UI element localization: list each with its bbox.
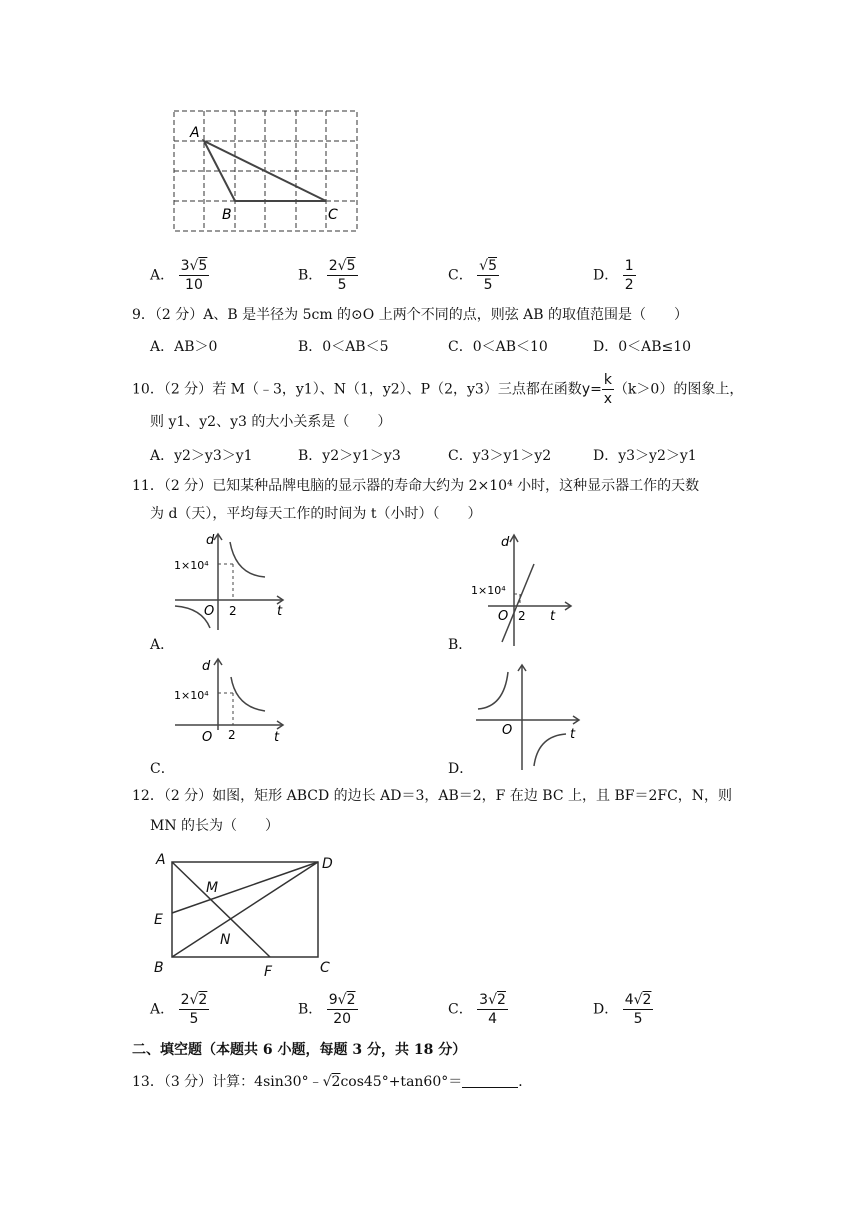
q8-label-A: A [190, 125, 200, 141]
q12-label-B: B [154, 960, 164, 976]
q10-option-a[interactable]: A．y2＞y3＞y1 [150, 448, 253, 464]
q10-option-d[interactable]: D．y3＞y2＞y1 [593, 448, 697, 464]
section-2-title: 二、填空题（本题共 6 小题，每题 3 分，共 18 分） [132, 1042, 467, 1058]
q10-option-b[interactable]: B．y2＞y1＞y3 [298, 448, 401, 464]
q11b-2: 2 [518, 609, 526, 623]
q11-option-c[interactable]: C． [150, 761, 175, 777]
q11a-d: d [206, 533, 215, 548]
q12-label-C: C [320, 960, 330, 976]
q8-label-B: B [222, 207, 232, 223]
q11-graph-b [468, 530, 583, 648]
q9-option-a[interactable]: A．AB＞0 [150, 339, 218, 355]
q11-graph-d [468, 662, 588, 772]
q11a-t: t [277, 604, 283, 619]
q11c-2: 2 [228, 728, 236, 742]
q12-label-N: N [220, 932, 231, 948]
q13-stem: 13．（3 分）计算：4sin30°﹣√2cos45°+tan60°＝ ． [132, 1074, 533, 1090]
q11c-d: d [202, 659, 211, 674]
q11a-2: 2 [229, 604, 237, 618]
q12-label-M: M [206, 880, 219, 896]
q11b-O: O [498, 609, 509, 624]
q11c-t: t [274, 730, 280, 745]
q11a-ten4: 1×10⁴ [174, 559, 209, 572]
q11b-d: d [501, 535, 510, 550]
q12-label-E: E [154, 912, 163, 928]
q9-stem: 9．（2 分）A、B 是半径为 5cm 的⊙O 上两个不同的点，则弦 AB 的取值范围是（ ） [132, 307, 689, 323]
q12-rectangle-figure [148, 850, 348, 985]
q12-label-F: F [264, 964, 273, 980]
q10-stem-line2: 则 y1、y2、y3 的大小关系是（ ） [150, 414, 392, 430]
q9-option-b[interactable]: B．0＜AB＜5 [298, 339, 389, 355]
q12-option-d[interactable]: D． $\frac{4√2}{5}$ [593, 992, 652, 1027]
q12-stem-line2: MN 的长为（ ） [150, 818, 280, 834]
q11-option-d[interactable]: D． [448, 761, 474, 777]
q8-option-a[interactable]: A． $\frac{3√5}{10}$ [150, 258, 208, 293]
q11d-O: O [502, 723, 513, 738]
q12-stem: 12．（2 分）如图，矩形 ABCD 的边长 AD＝3，AB＝2，F 在边 BC 上，且 BF＝2FC，N，则 [132, 788, 733, 804]
q8-grid-figure [160, 105, 370, 235]
q12-label-A: A [156, 852, 166, 868]
q10-stem: 10．（2 分）若 M（﹣3，y1）、N（1，y2）、P（2，y3）三点都在函数y= $\frac{k}{x}$ （k＞0）的图象上， [132, 372, 744, 407]
q11-stem: 11．（2 分）已知某种品牌电脑的显示器的寿命大约为 2×10⁴ 小时，这种显示器工作的天数 [132, 478, 700, 494]
q11-option-b[interactable]: B． [448, 637, 473, 653]
q11-graph-a [170, 530, 290, 635]
q11a-O: O [204, 604, 215, 619]
q11d-t: t [570, 727, 576, 742]
q9-option-c[interactable]: C．0＜AB＜10 [448, 339, 548, 355]
q12-option-b[interactable]: B． $\frac{9√2}{20}$ [298, 992, 356, 1027]
q12-label-D: D [322, 856, 333, 872]
q8-option-b[interactable]: B． $\frac{2√5}{5}$ [298, 258, 356, 293]
q9-option-d[interactable]: D．0＜AB≤10 [593, 339, 692, 355]
q11-option-a[interactable]: A． [150, 637, 175, 653]
q12-option-c[interactable]: C． $\frac{3√2}{4}$ [448, 992, 506, 1027]
q12-option-a[interactable]: A． $\frac{2√2}{5}$ [150, 992, 208, 1027]
q10-option-c[interactable]: C．y3＞y1＞y2 [448, 448, 552, 464]
q11b-t: t [550, 609, 556, 624]
q13-answer-blank[interactable] [462, 1073, 518, 1088]
q11c-ten4: 1×10⁴ [174, 689, 209, 702]
q8-label-C: C [328, 207, 338, 223]
q11-stem-line2: 为 d（天），平均每天工作的时间为 t（小时）（ ） [150, 506, 482, 522]
q11c-O: O [202, 730, 213, 745]
q8-option-d[interactable]: D． $\frac{1}{2}$ [593, 258, 634, 293]
q11-graph-c [170, 655, 290, 750]
q11b-ten4: 1×10⁴ [471, 584, 506, 597]
q8-option-c[interactable]: C． $\frac{√5}{5}$ [448, 258, 498, 293]
